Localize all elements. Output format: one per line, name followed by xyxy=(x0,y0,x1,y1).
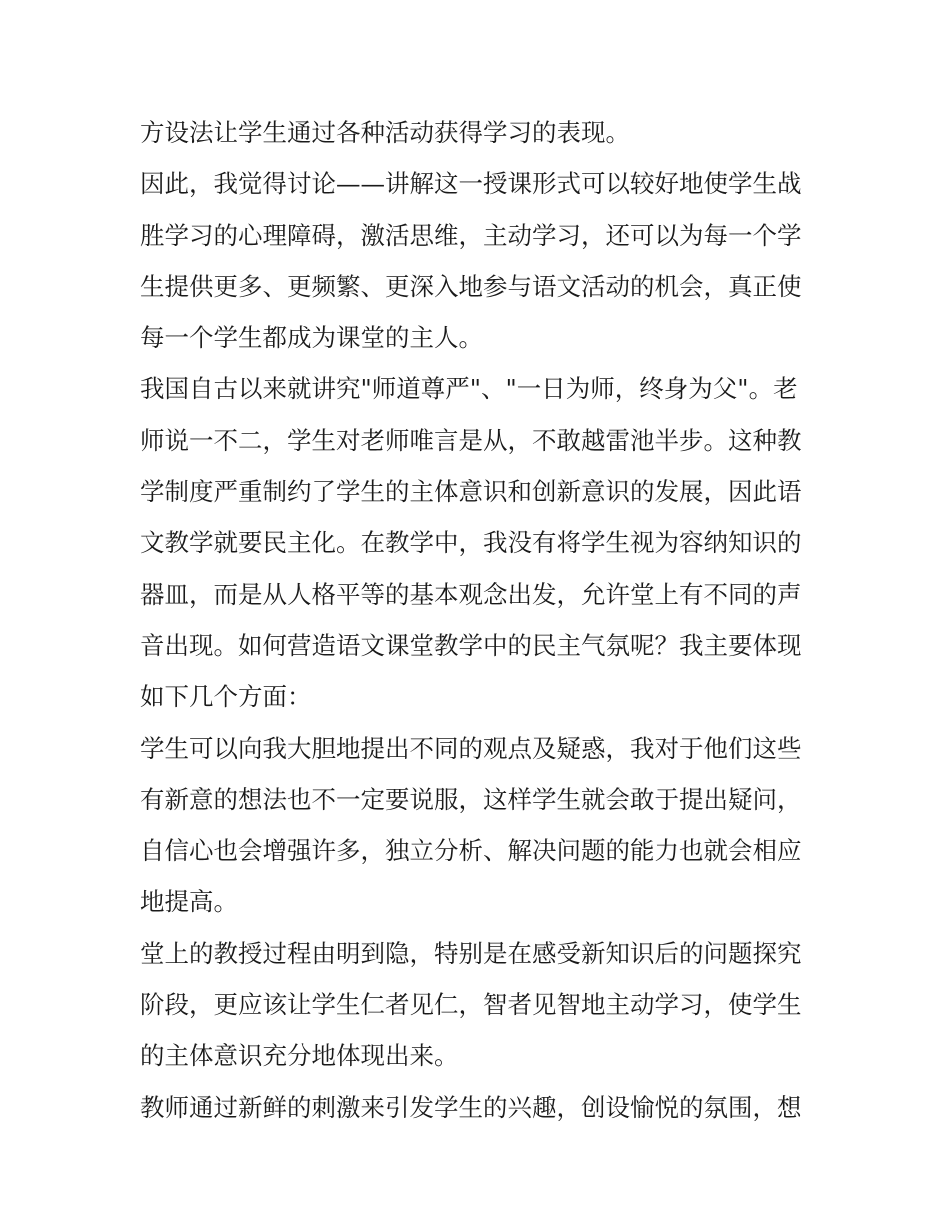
text-line: 我国自古以来就讲究"师道尊严"、"一日为师，终身为父"。老 xyxy=(140,374,798,404)
text-line: 每一个学生都成为课堂的主人。 xyxy=(140,323,483,353)
text-line: 因此，我觉得讨论——讲解这一授课形式可以较好地使学生战 xyxy=(140,169,802,199)
text-line: 生提供更多、更频繁、更深入地参与语文活动的机会，真正使 xyxy=(140,271,802,301)
body-text xyxy=(140,107,820,1133)
text-line: 堂上的教授过程由明到隐，特别是在感受新知识后的问题探究 xyxy=(140,938,802,968)
text-line: 学生可以向我大胆地提出不同的观点及疑惑，我对于他们这些 xyxy=(140,733,802,763)
text-line: 自信心也会增强许多，独立分析、解决问题的能力也就会相应 xyxy=(140,836,802,866)
text-line: 地提高。 xyxy=(140,887,238,917)
text-line: 教师通过新鲜的刺激来引发学生的兴趣，创设愉悦的氛围，想 xyxy=(140,1092,802,1122)
text-line: 文教学就要民主化。在教学中，我没有将学生视为容纳知识的 xyxy=(140,528,802,558)
text-line: 音出现。如何营造语文课堂教学中的民主气氛呢？我主要体现 xyxy=(140,630,802,660)
text-line: 器皿，而是从人格平等的基本观念出发，允许堂上有不同的声 xyxy=(140,579,802,609)
text-line: 有新意的想法也不一定要说服，这样学生就会敢于提出疑问， xyxy=(140,784,802,814)
text-line: 学制度严重制约了学生的主体意识和创新意识的发展，因此语 xyxy=(140,477,802,507)
text-line: 师说一不二，学生对老师唯言是从，不敢越雷池半步。这种教 xyxy=(140,425,802,455)
text-line: 如下几个方面： xyxy=(140,682,312,712)
text-line: 阶段，更应该让学生仁者见仁，智者见智地主动学习，使学生 xyxy=(140,990,802,1020)
text-line: 的主体意识充分地体现出来。 xyxy=(140,1041,459,1071)
text-line: 方设法让学生通过各种活动获得学习的表现。 xyxy=(140,118,630,147)
text-line: 胜学习的心理障碍，激活思维，主动学习，还可以为每一个学 xyxy=(140,220,802,250)
